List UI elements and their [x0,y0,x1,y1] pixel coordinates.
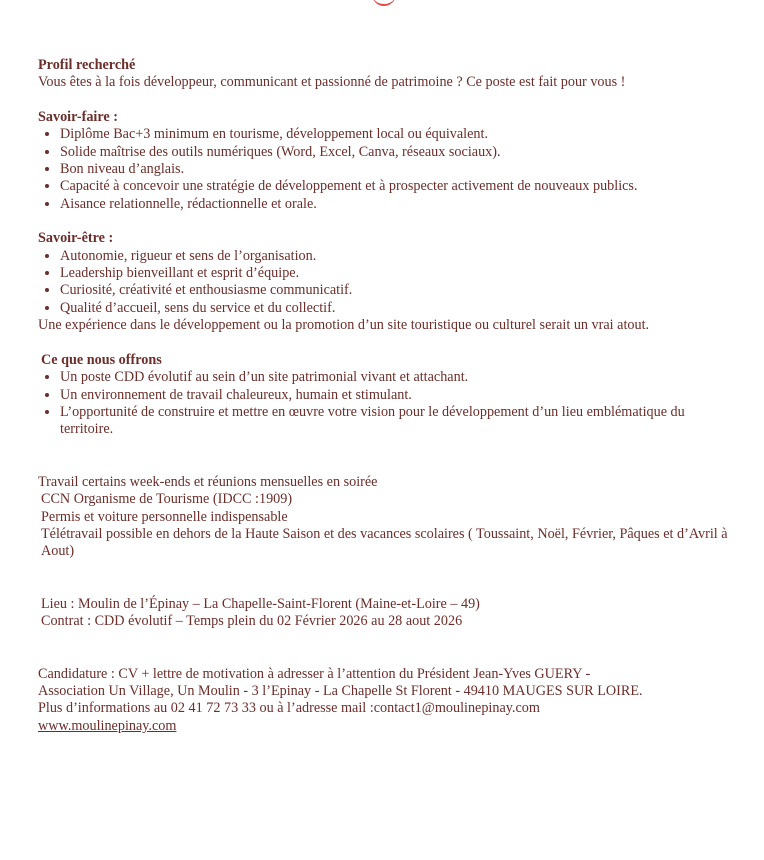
list-item: • Capacité à concevoir une stratégie de développement et à prospecter activement de nouveaux publics. [60,178,728,195]
list-item: • Leadership bienveillant et esprit d’équipe. [60,265,728,282]
list-item: • Autonomie, rigueur et sens de l’organisation. [60,248,728,265]
profil-title: Profil recherché [38,57,136,73]
decorative-top-mark [372,0,396,6]
list-item: • Curiosité, créativité et enthousiasme communicatif. [60,282,728,299]
job-offer-document [38,57,728,735]
savoir-etre-list [38,248,728,318]
contrat-line: Contrat : CDD évolutif – Temps plein du 02 Février 2026 au 28 aout 2026 [41,613,463,630]
website-link[interactable]: www.moulinepinay.com [38,717,177,734]
list-item: • L’opportunité de construire et mettre en œuvre votre vision pour le développement d’un lieu emblématique du territoire. [60,404,728,439]
offre-title: Ce que nous offrons [41,351,162,368]
list-item: • Qualité d’accueil, sens du service et du collectif. [60,300,728,317]
condition-permis: Permis et voiture personnelle indispensable [41,508,288,525]
experience-note: Une expérience dans le développement ou la promotion d’un site touristique ou culturel serait un vrai atout. [38,317,650,334]
list-item: • Un poste CDD évolutif au sein d’un site patrimonial vivant et attachant. [60,369,728,386]
condition-ccn: CCN Organisme de Tourisme (IDCC :1909) [41,491,293,508]
condition-teletravail: Télétravail possible en dehors de la Haute Saison et des vacances scolaires ( Toussaint, Noël, Février, Pâques et d’Avril à Aout) [41,525,728,560]
savoir-faire-list [38,126,728,213]
lieu-line: Lieu : Moulin de l’Épinay – La Chapelle-Saint-Florent (Maine-et-Loire – 49) [41,595,480,612]
candidature-line-3: Plus d’informations au 02 41 72 73 33 ou à l’adresse mail :contact1@moulinepinay.com [38,700,540,717]
list-item: • Aisance relationnelle, rédactionnelle et orale. [60,196,728,213]
candidature-line-2: Association Un Village, Un Moulin - 3 l’Epinay - La Chapelle St Florent - 49410 MAUGES SUR LOIRE. [38,682,643,699]
profil-intro: Vous êtes à la fois développeur, communicant et passionné de patrimoine ? Ce poste est fait pour vous ! [38,74,626,91]
condition-weekends: Travail certains week-ends et réunions mensuelles en soirée [38,473,378,490]
list-item: • Diplôme Bac+3 minimum en tourisme, développement local ou équivalent. [60,126,728,143]
list-item: • Un environnement de travail chaleureux, humain et stimulant. [60,387,728,404]
candidature-line-1: Candidature : CV + lettre de motivation à adresser à l’attention du Président Jean-Yves GUERY - [38,665,591,682]
savoir-faire-title: Savoir-faire : [38,108,118,125]
savoir-etre-title: Savoir-être : [38,230,114,247]
list-item: • Bon niveau d’anglais. [60,161,728,178]
list-item: • Solide maîtrise des outils numériques (Word, Excel, Canva, réseaux sociaux). [60,144,728,161]
offre-list [38,369,728,439]
